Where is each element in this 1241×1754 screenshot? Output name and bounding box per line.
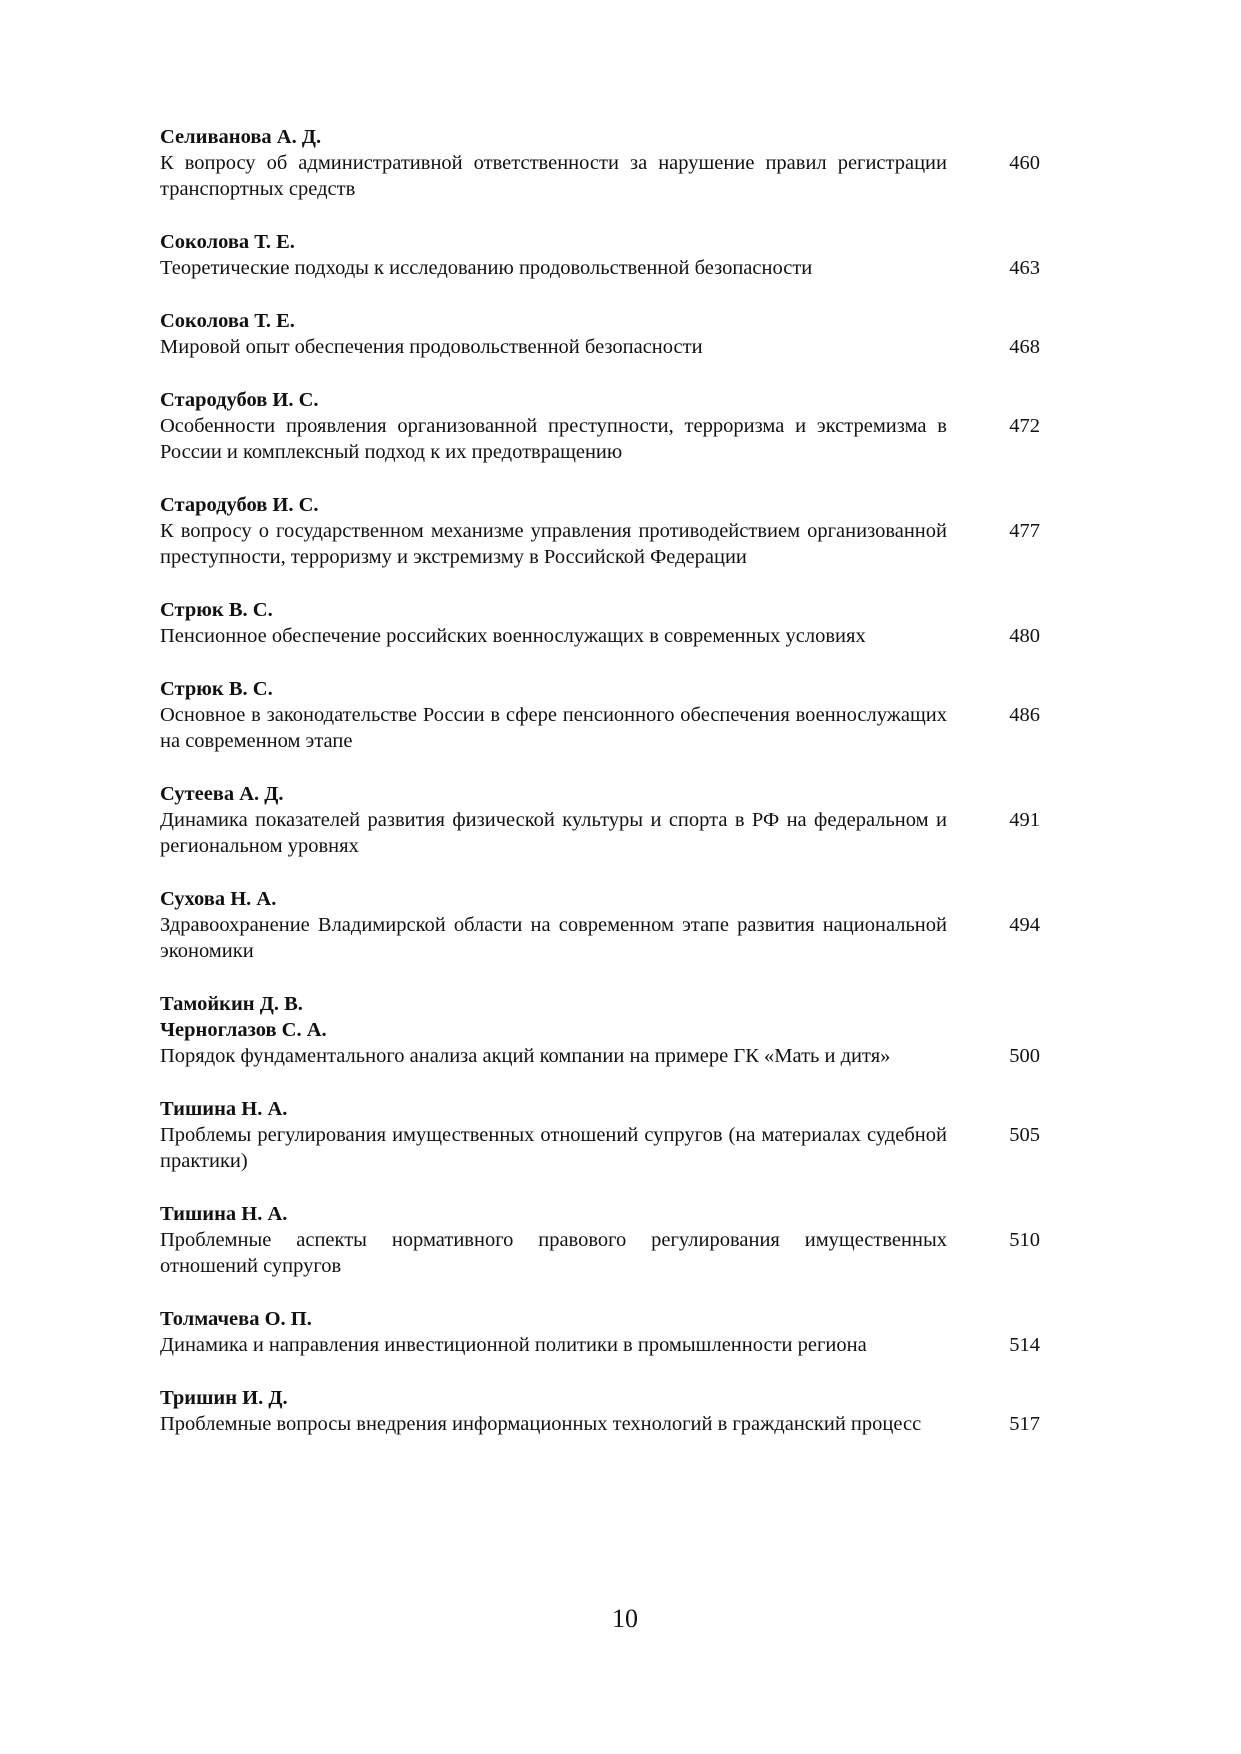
- page-number[interactable]: 500: [1009, 1045, 1040, 1067]
- article-title[interactable]: Основное в законодательстве России в сфере пенсионного обеспечения военнослужащих на современном этапе: [160, 704, 947, 752]
- article-title[interactable]: Проблемные аспекты нормативного правового регулирования имущественных отношений супругов: [160, 1229, 947, 1277]
- author-name: Селиванова А. Д.: [160, 126, 322, 148]
- article-title[interactable]: Особенности проявления организованной преступности, терроризма и экстремизма в России и комплексный подход к их предотвращению: [160, 415, 947, 463]
- page-number[interactable]: 517: [1009, 1413, 1040, 1435]
- toc-entry-main: [160, 1385, 947, 1437]
- toc-entry: [160, 1306, 1040, 1358]
- toc-entry: [160, 676, 1040, 754]
- toc-entry: [160, 387, 1040, 465]
- page-number[interactable]: 510: [1009, 1229, 1040, 1251]
- toc-entry: [160, 1096, 1040, 1174]
- author-name: Сухова Н. А.: [160, 888, 277, 910]
- toc-entry-main: [160, 387, 947, 465]
- author-name: Тишина Н. А.: [160, 1203, 288, 1225]
- toc-entry-main: [160, 1306, 947, 1358]
- author-name: Тамойкин Д. В.: [160, 993, 303, 1015]
- author-name: Соколова Т. Е.: [160, 310, 295, 332]
- page-number[interactable]: 468: [1009, 336, 1040, 358]
- toc-entry: [160, 1201, 1040, 1279]
- toc-entry: [160, 1385, 1040, 1437]
- article-title[interactable]: Порядок фундаментального анализа акций компании на примере ГК «Мать и дитя»: [160, 1045, 891, 1067]
- toc-entry-main: [160, 781, 947, 859]
- toc-entry-main: [160, 676, 947, 754]
- page-number[interactable]: 480: [1009, 625, 1040, 647]
- article-title[interactable]: Динамика показателей развития физической культуры и спорта в РФ на федеральном и региональном уровнях: [160, 809, 947, 857]
- article-title[interactable]: Проблемы регулирования имущественных отношений супругов (на материалах судебной практики): [160, 1124, 947, 1172]
- toc-entry-main: [160, 886, 947, 964]
- toc-entry: [160, 886, 1040, 964]
- toc-entry-main: [160, 1096, 947, 1174]
- page-number[interactable]: 460: [1009, 152, 1040, 174]
- article-title[interactable]: Теоретические подходы к исследованию продовольственной безопасности: [160, 257, 813, 279]
- author-name: Стародубов И. С.: [160, 389, 319, 411]
- toc-entry: [160, 124, 1040, 202]
- page-number[interactable]: 505: [1009, 1124, 1040, 1146]
- toc-entry: [160, 308, 1040, 360]
- toc-entry-main: [160, 308, 947, 360]
- author-name: Соколова Т. Е.: [160, 231, 295, 253]
- author-name: Тришин И. Д.: [160, 1387, 288, 1409]
- author-name: Тишина Н. А.: [160, 1098, 288, 1120]
- page-number[interactable]: 491: [1009, 809, 1040, 831]
- toc-entry-main: [160, 597, 947, 649]
- article-title[interactable]: Динамика и направления инвестиционной политики в промышленности региона: [160, 1334, 867, 1356]
- article-title[interactable]: Здравоохранение Владимирской области на современном этапе развития национальной экономики: [160, 914, 947, 962]
- author-name: Черноглазов С. А.: [160, 1019, 327, 1041]
- toc-entry: [160, 492, 1040, 570]
- footer-page-number: 10: [612, 1604, 638, 1633]
- article-title[interactable]: Мировой опыт обеспечения продовольственной безопасности: [160, 336, 703, 358]
- toc-entry-main: [160, 229, 947, 281]
- author-name: Стрюк В. С.: [160, 678, 273, 700]
- author-name: Стрюк В. С.: [160, 599, 273, 621]
- toc-entry: [160, 597, 1040, 649]
- table-of-contents: [160, 124, 1040, 1464]
- page-number[interactable]: 514: [1009, 1334, 1040, 1356]
- page-number[interactable]: 477: [1009, 520, 1040, 542]
- toc-entry: [160, 229, 1040, 281]
- page-number[interactable]: 463: [1009, 257, 1040, 279]
- author-name: Стародубов И. С.: [160, 494, 319, 516]
- toc-entry: [160, 991, 1040, 1069]
- article-title[interactable]: К вопросу об административной ответственности за нарушение правил регистрации транспортных средств: [160, 152, 947, 200]
- toc-entry-main: [160, 492, 947, 570]
- toc-entry: [160, 781, 1040, 859]
- toc-entry-main: [160, 991, 947, 1069]
- article-title[interactable]: Пенсионное обеспечение российских военнослужащих в современных условиях: [160, 625, 866, 647]
- toc-entry-main: [160, 1201, 947, 1279]
- author-name: Толмачева О. П.: [160, 1308, 312, 1330]
- page-number[interactable]: 494: [1009, 914, 1040, 936]
- author-name: Сутеева А. Д.: [160, 783, 284, 805]
- article-title[interactable]: К вопросу о государственном механизме управления противодействием организованной преступности, терроризму и экстремизму в Российской Федерации: [160, 520, 947, 568]
- toc-entry-main: [160, 124, 947, 202]
- article-title[interactable]: Проблемные вопросы внедрения информационных технологий в гражданский процесс: [160, 1413, 922, 1435]
- page-number[interactable]: 472: [1009, 415, 1040, 437]
- page-number[interactable]: 486: [1009, 704, 1040, 726]
